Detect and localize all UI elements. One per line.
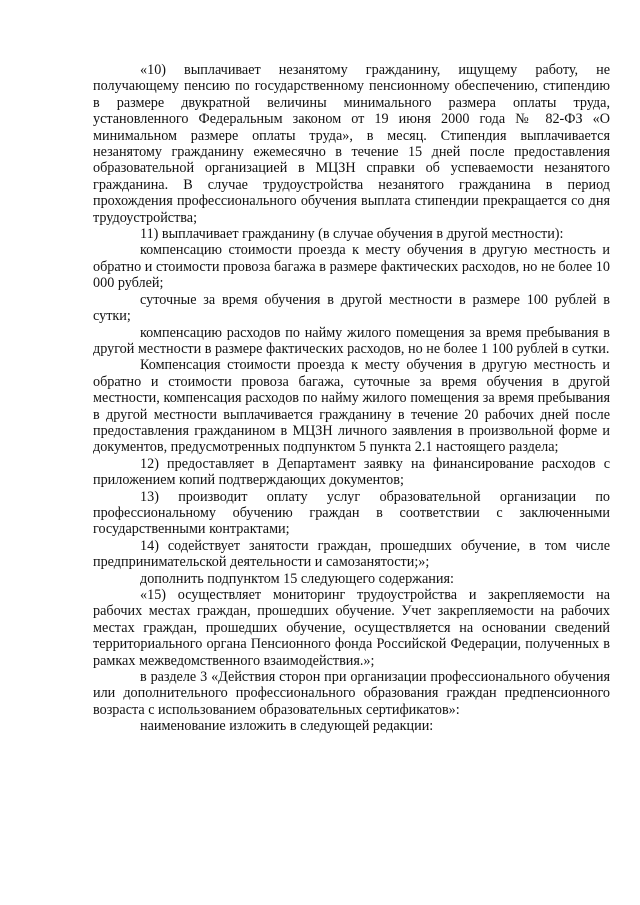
- paragraph-item-11: 11) выплачивает гражданину (в случае обучения в другой местности):: [140, 226, 564, 243]
- paragraph-travel-compensation: компенсацию стоимости проезда к месту обучения в другую местность и обратно и стоимости провоза багажа в размере фактических расходов, но не более 10 000 рублей;: [93, 242, 610, 292]
- paragraph-compensation-payment-terms: Компенсация стоимости проезда к месту обучения в другую местность и обратно и стоимости провоза багажа, суточные за время обучения в другой местности, компенсация расходов по найму жилого помещения за время пребывания в другой местности выплачивается гражданину в течение 20 рабочих дней после предоставления гражданином в МЦЗН личного заявления в произвольной форме и документов, предусмотренных подпунктом 5 пункта 2.1 настоящего раздела;: [93, 357, 610, 456]
- paragraph-title-change: наименование изложить в следующей редакции:: [140, 718, 434, 735]
- paragraph-housing-compensation: компенсацию расходов по найму жилого помещения за время пребывания в другой местности в размере фактических расходов, но не более 1 100 рублей в сутки.: [93, 324, 610, 357]
- paragraph-add-subitem-15: дополнить подпунктом 15 следующего содержания:: [140, 570, 454, 587]
- paragraph-daily-allowance: суточные за время обучения в другой местности в размере 100 рублей в сутки;: [93, 291, 610, 325]
- paragraph-item-12: 12) предоставляет в Департамент заявку на финансирование расходов с приложением копий подтверждающих документов;: [93, 455, 610, 489]
- paragraph-item-10: «10) выплачивает незанятому гражданину, ищущему работу, не получающему пенсию по государственному пенсионному обеспечению, стипендию в размере двукратной величины минимального размера оплаты труда, установленного Федеральным законом от 19 июня 2000 года № 82-ФЗ «О минимальном размере оплаты труда», в месяц. Стипендия выплачивается незанятому гражданину ежемесячно в течение 15 дней после предоставления образовательной организацией в МЦЗН справки об успеваемости незанятого гражданина. В случае трудоустройства незанятого гражданина в период прохождения профессионального обучения выплата стипендии прекращается со дня трудоустройства;: [93, 62, 610, 226]
- paragraph-section-3: в разделе 3 «Действия сторон при организации профессионального обучения или дополнительного профессионального образования граждан предпенсионного возраста с использованием образовательных сертификатов»:: [93, 669, 610, 718]
- paragraph-item-15: «15) осуществляет мониторинг трудоустройства и закрепляемости на рабочих местах граждан, прошедших обучение. Учет закрепляемости на рабочих местах граждан, прошедших обучение, осуществляется на основании сведений территориального органа Пенсионного фонда Российской Федерации, полученных в рамках межведомственного взаимодействия.»;: [93, 587, 610, 669]
- paragraph-item-14: 14) содействует занятости граждан, прошедших обучение, в том числе предпринимательской деятельности и самозанятости;»;: [93, 537, 610, 571]
- paragraph-item-13: 13) производит оплату услуг образовательной организации по профессиональному обучению граждан в соответствии с заключенными государственными контрактами;: [93, 488, 610, 538]
